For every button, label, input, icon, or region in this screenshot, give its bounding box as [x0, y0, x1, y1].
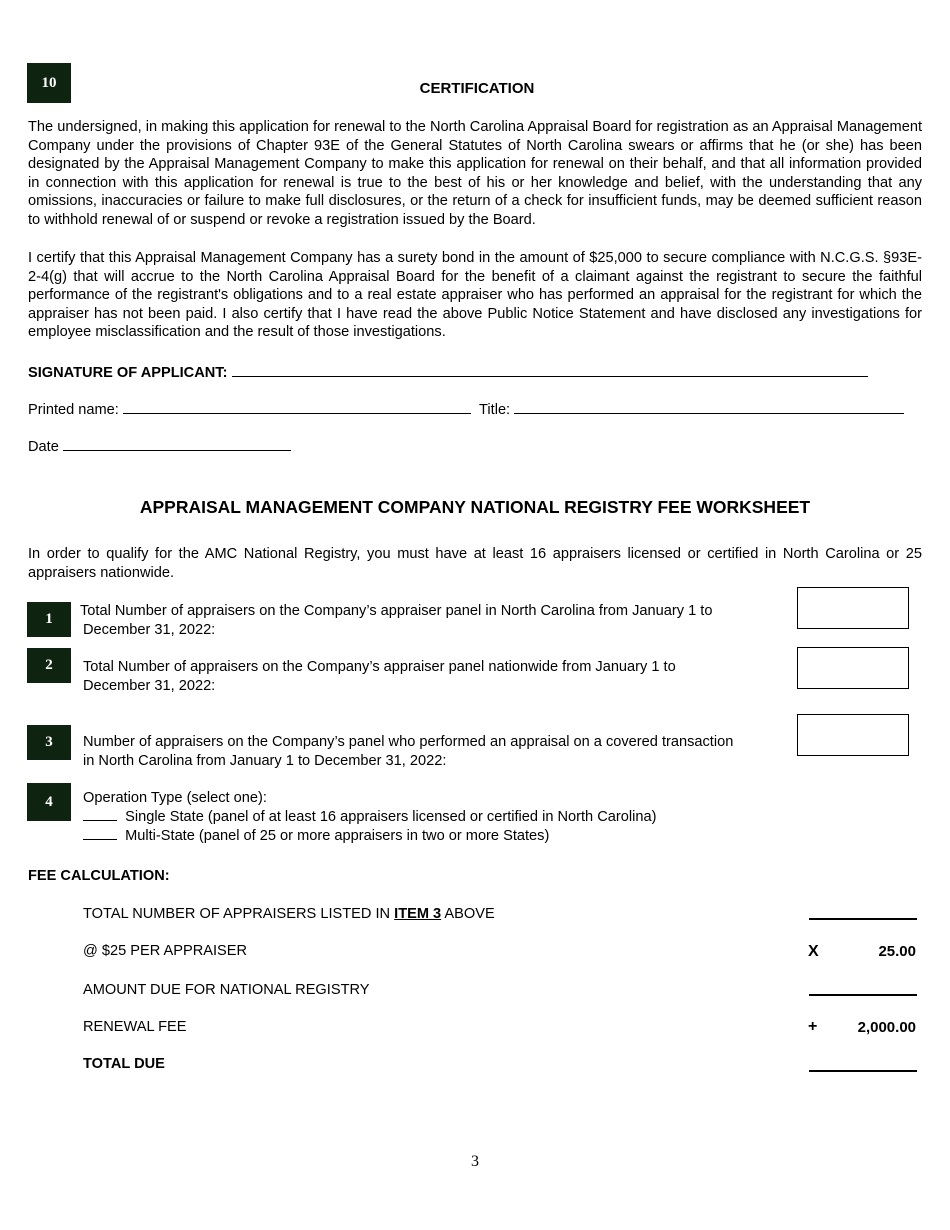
item-3-input-box[interactable] [797, 714, 909, 756]
item-1-text [80, 602, 712, 640]
multi-state-label: Multi-State (panel of 25 or more appraisers in two or more States) [125, 828, 550, 844]
certification-paragraph-1: The undersigned, in making this application for renewal to the North Carolina Appraisal Board for registration as an Appraisal Management Company under the provisions of Chapter 93E of the General Statutes of North Carolina swears or affirms that he (or she) has been designated by the Appraisal Management Company to make this application for renewal on their behalf, and that all information provided in connection with this application for renewal is true to the best of his or her knowledge and belief, with the understanding that any omissions, inaccuracies or failure to make full disclosures, or the return of a check for insufficient funds, may be deemed sufficient reason to withhold renewal of or suspend or revoke a registration issued by the Board. [28, 119, 922, 228]
fee-row-renewal-fee: RENEWAL FEE [83, 1019, 187, 1035]
item-2-line-2: December 31, 2022: [83, 678, 216, 694]
item-2-badge: 2 [27, 648, 71, 683]
multi-state-blank[interactable] [83, 827, 117, 840]
date-row [28, 436, 291, 455]
per-appraiser-amount: 25.00 [878, 943, 916, 960]
worksheet-heading: APPRAISAL MANAGEMENT COMPANY NATIONAL REGISTRY FEE WORKSHEET [139, 497, 811, 517]
plus-symbol: + [808, 1018, 818, 1035]
item-2-input-box[interactable] [797, 647, 909, 689]
date-field[interactable] [63, 436, 291, 451]
item-2-line-1: Total Number of appraisers on the Company’s appraiser panel nationwide from January 1 to [83, 659, 676, 675]
fee-row-total-due: TOTAL DUE [83, 1056, 165, 1072]
item-3-badge: 3 [27, 725, 71, 760]
section-badge: 10 [27, 63, 71, 103]
total-due-blank[interactable] [809, 1070, 917, 1072]
fee-row-amount-due: AMOUNT DUE FOR NATIONAL REGISTRY [83, 982, 370, 998]
worksheet-intro: In order to qualify for the AMC National Registry, you must have at least 16 appraisers licensed or certified in North Carolina or 25 appraisers nationwide. [28, 546, 922, 581]
printed-name-label: Printed name: [28, 402, 119, 418]
amount-due-blank[interactable] [809, 994, 917, 996]
option-single-state[interactable] [83, 808, 656, 827]
item-3-line-1: Number of appraisers on the Company’s panel who performed an appraisal on a covered transaction [83, 734, 734, 750]
date-label: Date [28, 439, 59, 455]
item-2-text [83, 658, 676, 696]
fee-row-1-suffix: ABOVE [441, 906, 495, 922]
item-4-text [83, 789, 656, 846]
fee-row-total-appraisers [83, 906, 495, 922]
item-1-badge: 1 [27, 602, 71, 637]
single-state-blank[interactable] [83, 808, 117, 821]
certification-heading: CERTIFICATION [419, 80, 535, 97]
item-3-line-2: in North Carolina from January 1 to December 31, 2022: [83, 753, 447, 769]
single-state-label: Single State (panel of at least 16 appraisers licensed or certified in North Carolina) [125, 809, 657, 825]
fee-row-1-text: TOTAL NUMBER OF APPRAISERS LISTED IN [83, 906, 395, 922]
page-number: 3 [471, 1153, 479, 1170]
option-multi-state[interactable] [83, 827, 656, 846]
item-4-badge: 4 [27, 783, 71, 821]
printed-name-field[interactable] [123, 399, 471, 414]
item-1-line-1: Total Number of appraisers on the Company’s appraiser panel in North Carolina from January 1 to [80, 603, 713, 619]
renewal-fee-amount: 2,000.00 [857, 1019, 916, 1036]
multiply-symbol: X [808, 943, 819, 960]
signature-row [28, 362, 868, 381]
fee-row-per-appraiser: @ $25 PER APPRAISER [83, 943, 248, 959]
title-field[interactable] [514, 399, 904, 414]
fee-heading: FEE CALCULATION: [28, 868, 170, 884]
item-3-text [83, 733, 733, 771]
signature-label: SIGNATURE OF APPLICANT: [28, 365, 228, 381]
certification-paragraph-2: I certify that this Appraisal Management Company has a surety bond in the amount of $25,000 to secure compliance with N.C.G.S. §93E-2-4(g) that will accrue to the North Carolina Appraisal Board for the benefit of a claimant against the registrant to secure the faithful performance of the registrant's obligations and to a real estate appraiser who has performed an appraisal for the registrant for which the appraiser has not been paid. I also certify that I have read the above Public Notice Statement and have disclosed any investigations for employee misclassification and the result of those investigations. [28, 250, 922, 341]
item-3-reference: ITEM 3 [394, 906, 442, 922]
item-4-line-1: Operation Type (select one): [83, 790, 267, 806]
total-appraisers-blank[interactable] [809, 918, 917, 920]
printed-name-row [28, 399, 904, 418]
signature-field[interactable] [232, 362, 868, 377]
title-label: Title: [479, 402, 511, 418]
item-1-line-2: December 31, 2022: [83, 622, 216, 638]
item-1-input-box[interactable] [797, 587, 909, 629]
